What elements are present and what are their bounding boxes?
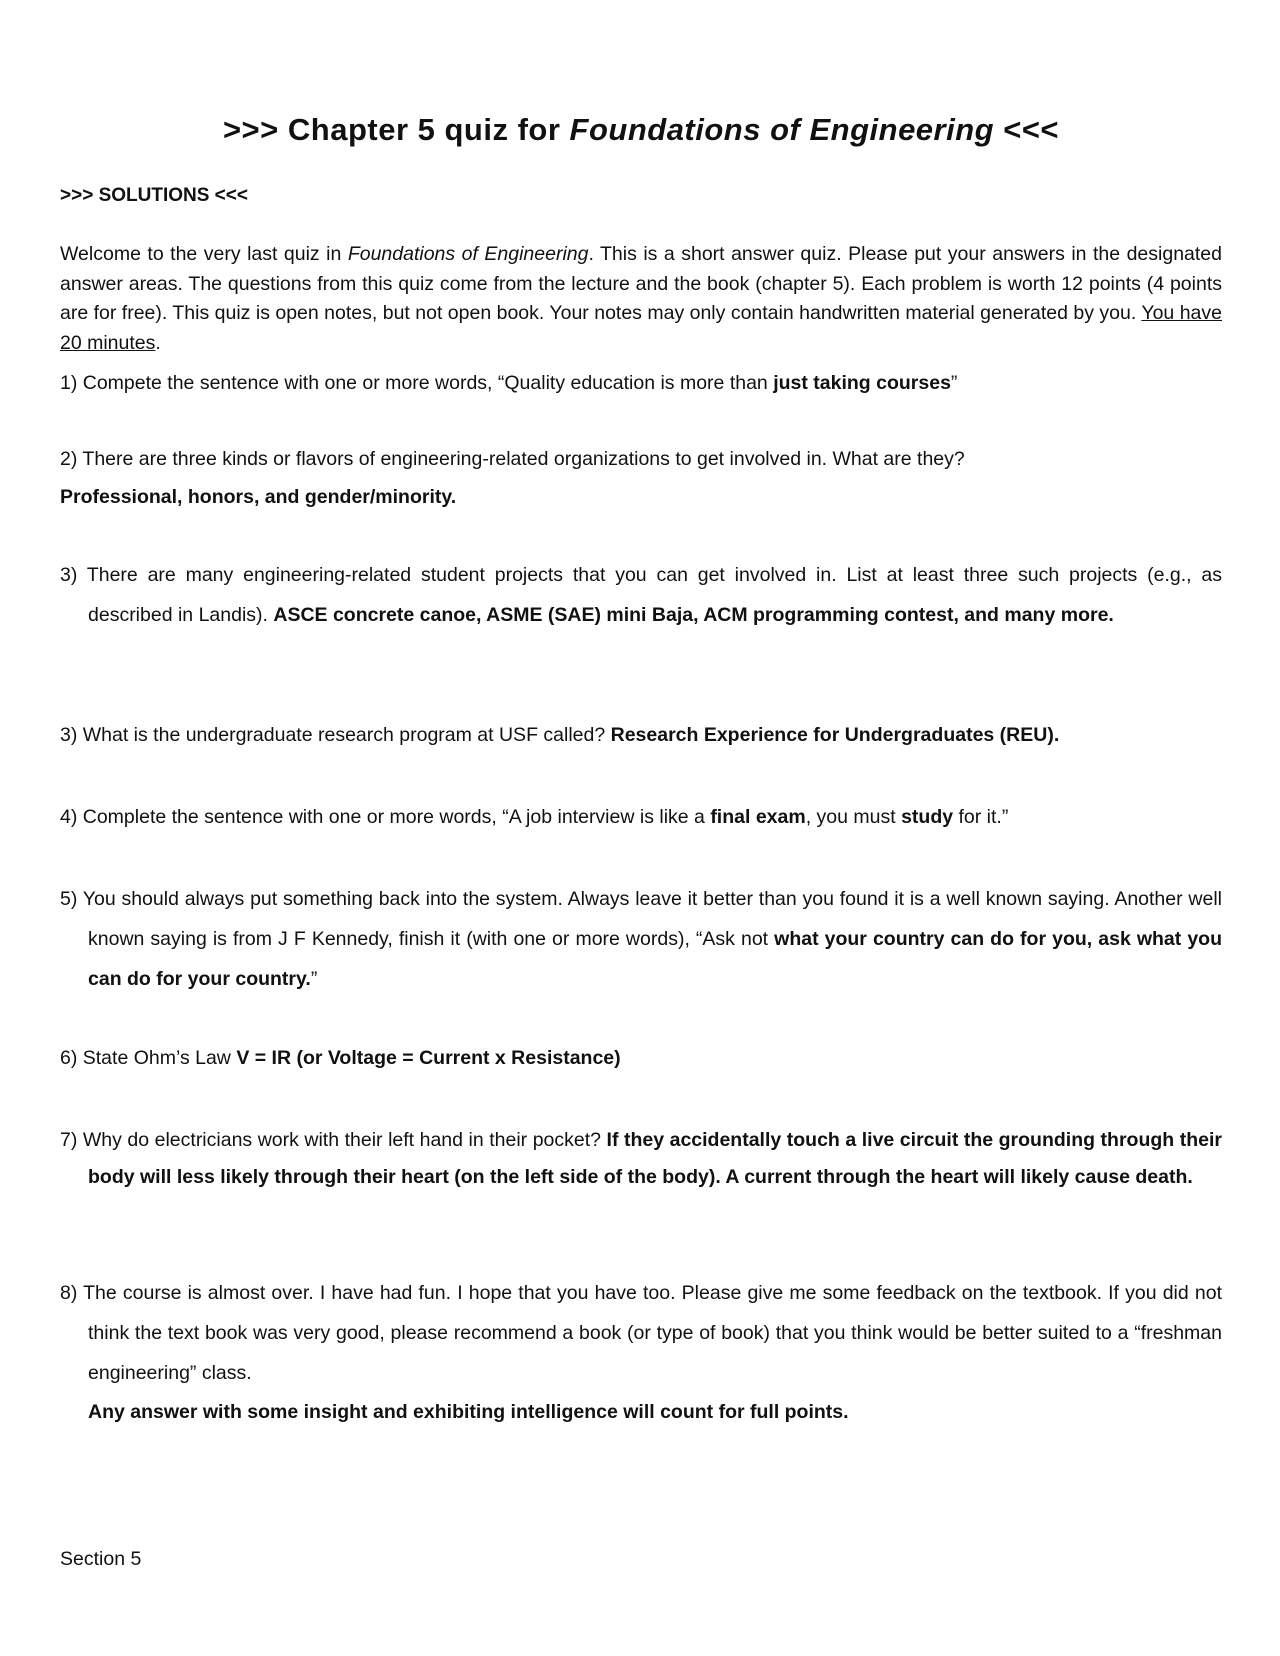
question-4-tail: for it.” [953,806,1009,828]
intro-paragraph [60,240,1222,358]
section-footer: Section 5 [60,1548,142,1570]
question-7-text: 7) Why do electricians work with their left hand in their pocket? [60,1129,607,1151]
question-2: 2) There are three kinds or flavors of engineering-related organizations to get involved in. What are they? [60,448,965,470]
question-4-answer-1: final exam [710,806,806,828]
question-4-answer-2: study [901,806,954,828]
question-6-text: 6) State Ohm’s Law [60,1047,237,1069]
question-3b-text: 3) What is the undergraduate research program at USF called? [60,724,611,746]
question-5-text: 5) You should always put something back into the system. Always leave it better than you found it is a well known saying. Another well known saying is from J F Kennedy, finish it (with one or more words), “Ask not [60,888,1222,950]
intro-end: . [155,331,161,354]
intro-part1: Welcome to the very last quiz in [60,243,348,265]
question-8: 8) The course is almost over. I have had fun. I hope that you have too. Please give me some feedback on the textbook. If you did not think the text book was very good, please recommend a book (or type of book) that you think would be better suited to a “freshman engineering” class. [60,1282,1222,1384]
question-3a-text: 3) There are many engineering-related student projects that you can get involved in. List at least three such projects (e.g., as described in Landis). [60,564,1222,626]
question-4 [60,806,1222,829]
question-5-answer: what your country can do for you, ask what you can do for your country. [88,928,1222,990]
question-4-text-2: , you must [805,806,902,828]
title-suffix: <<< [994,112,1060,147]
document-page [60,0,1222,1656]
intro-course: Foundations of Engineering [347,243,589,265]
question-3b-answer: Research Experience for Undergraduates (REU). [610,724,1060,746]
question-1 [60,372,1222,395]
question-2-answer: Professional, honors, and gender/minority. [60,486,457,508]
question-3a-answer: ASCE concrete canoe, ASME (SAE) mini Baja, ACM programming contest, and many more. [273,604,1114,626]
question-3b [60,724,1222,747]
intro-time-limit: You have 20 minutes [60,302,1222,354]
question-7 [60,1122,1222,1196]
title-course: Foundations of Engineering [569,112,995,147]
question-1-answer: just taking courses [773,372,951,394]
question-1-text: 1) Compete the sentence with one or more words, “Quality education is more than [60,372,774,394]
question-6 [60,1047,1222,1070]
question-4-text-1: 4) Complete the sentence with one or more words, “A job interview is like a [60,806,711,828]
intro-part2: . This is a short answer quiz. Please put your answers in the designated answer areas. The questions from this quiz come from the lecture and the book (chapter 5). Each problem is worth 12 points (4 points are for free). This quiz is open notes, but not open book. Your notes may only contain handwritten material generated by you. [60,243,1222,324]
question-1-tail: ” [950,372,958,394]
question-5-tail: ” [310,968,318,990]
solutions-heading: >>> SOLUTIONS <<< [60,185,248,206]
page-title [60,112,1222,148]
question-7-answer: If they accidentally touch a live circuit the grounding through their body will less likely through their heart (on the left side of the body). A current through the heart will likely cause death. [88,1129,1222,1188]
question-3a [60,555,1222,635]
title-prefix: >>> Chapter 5 quiz for [222,112,570,147]
question-5 [60,879,1222,999]
question-8-answer: Any answer with some insight and exhibiting intelligence will count for full points. [88,1401,849,1423]
question-6-answer: V = IR (or Voltage = Current x Resistance) [236,1047,621,1069]
